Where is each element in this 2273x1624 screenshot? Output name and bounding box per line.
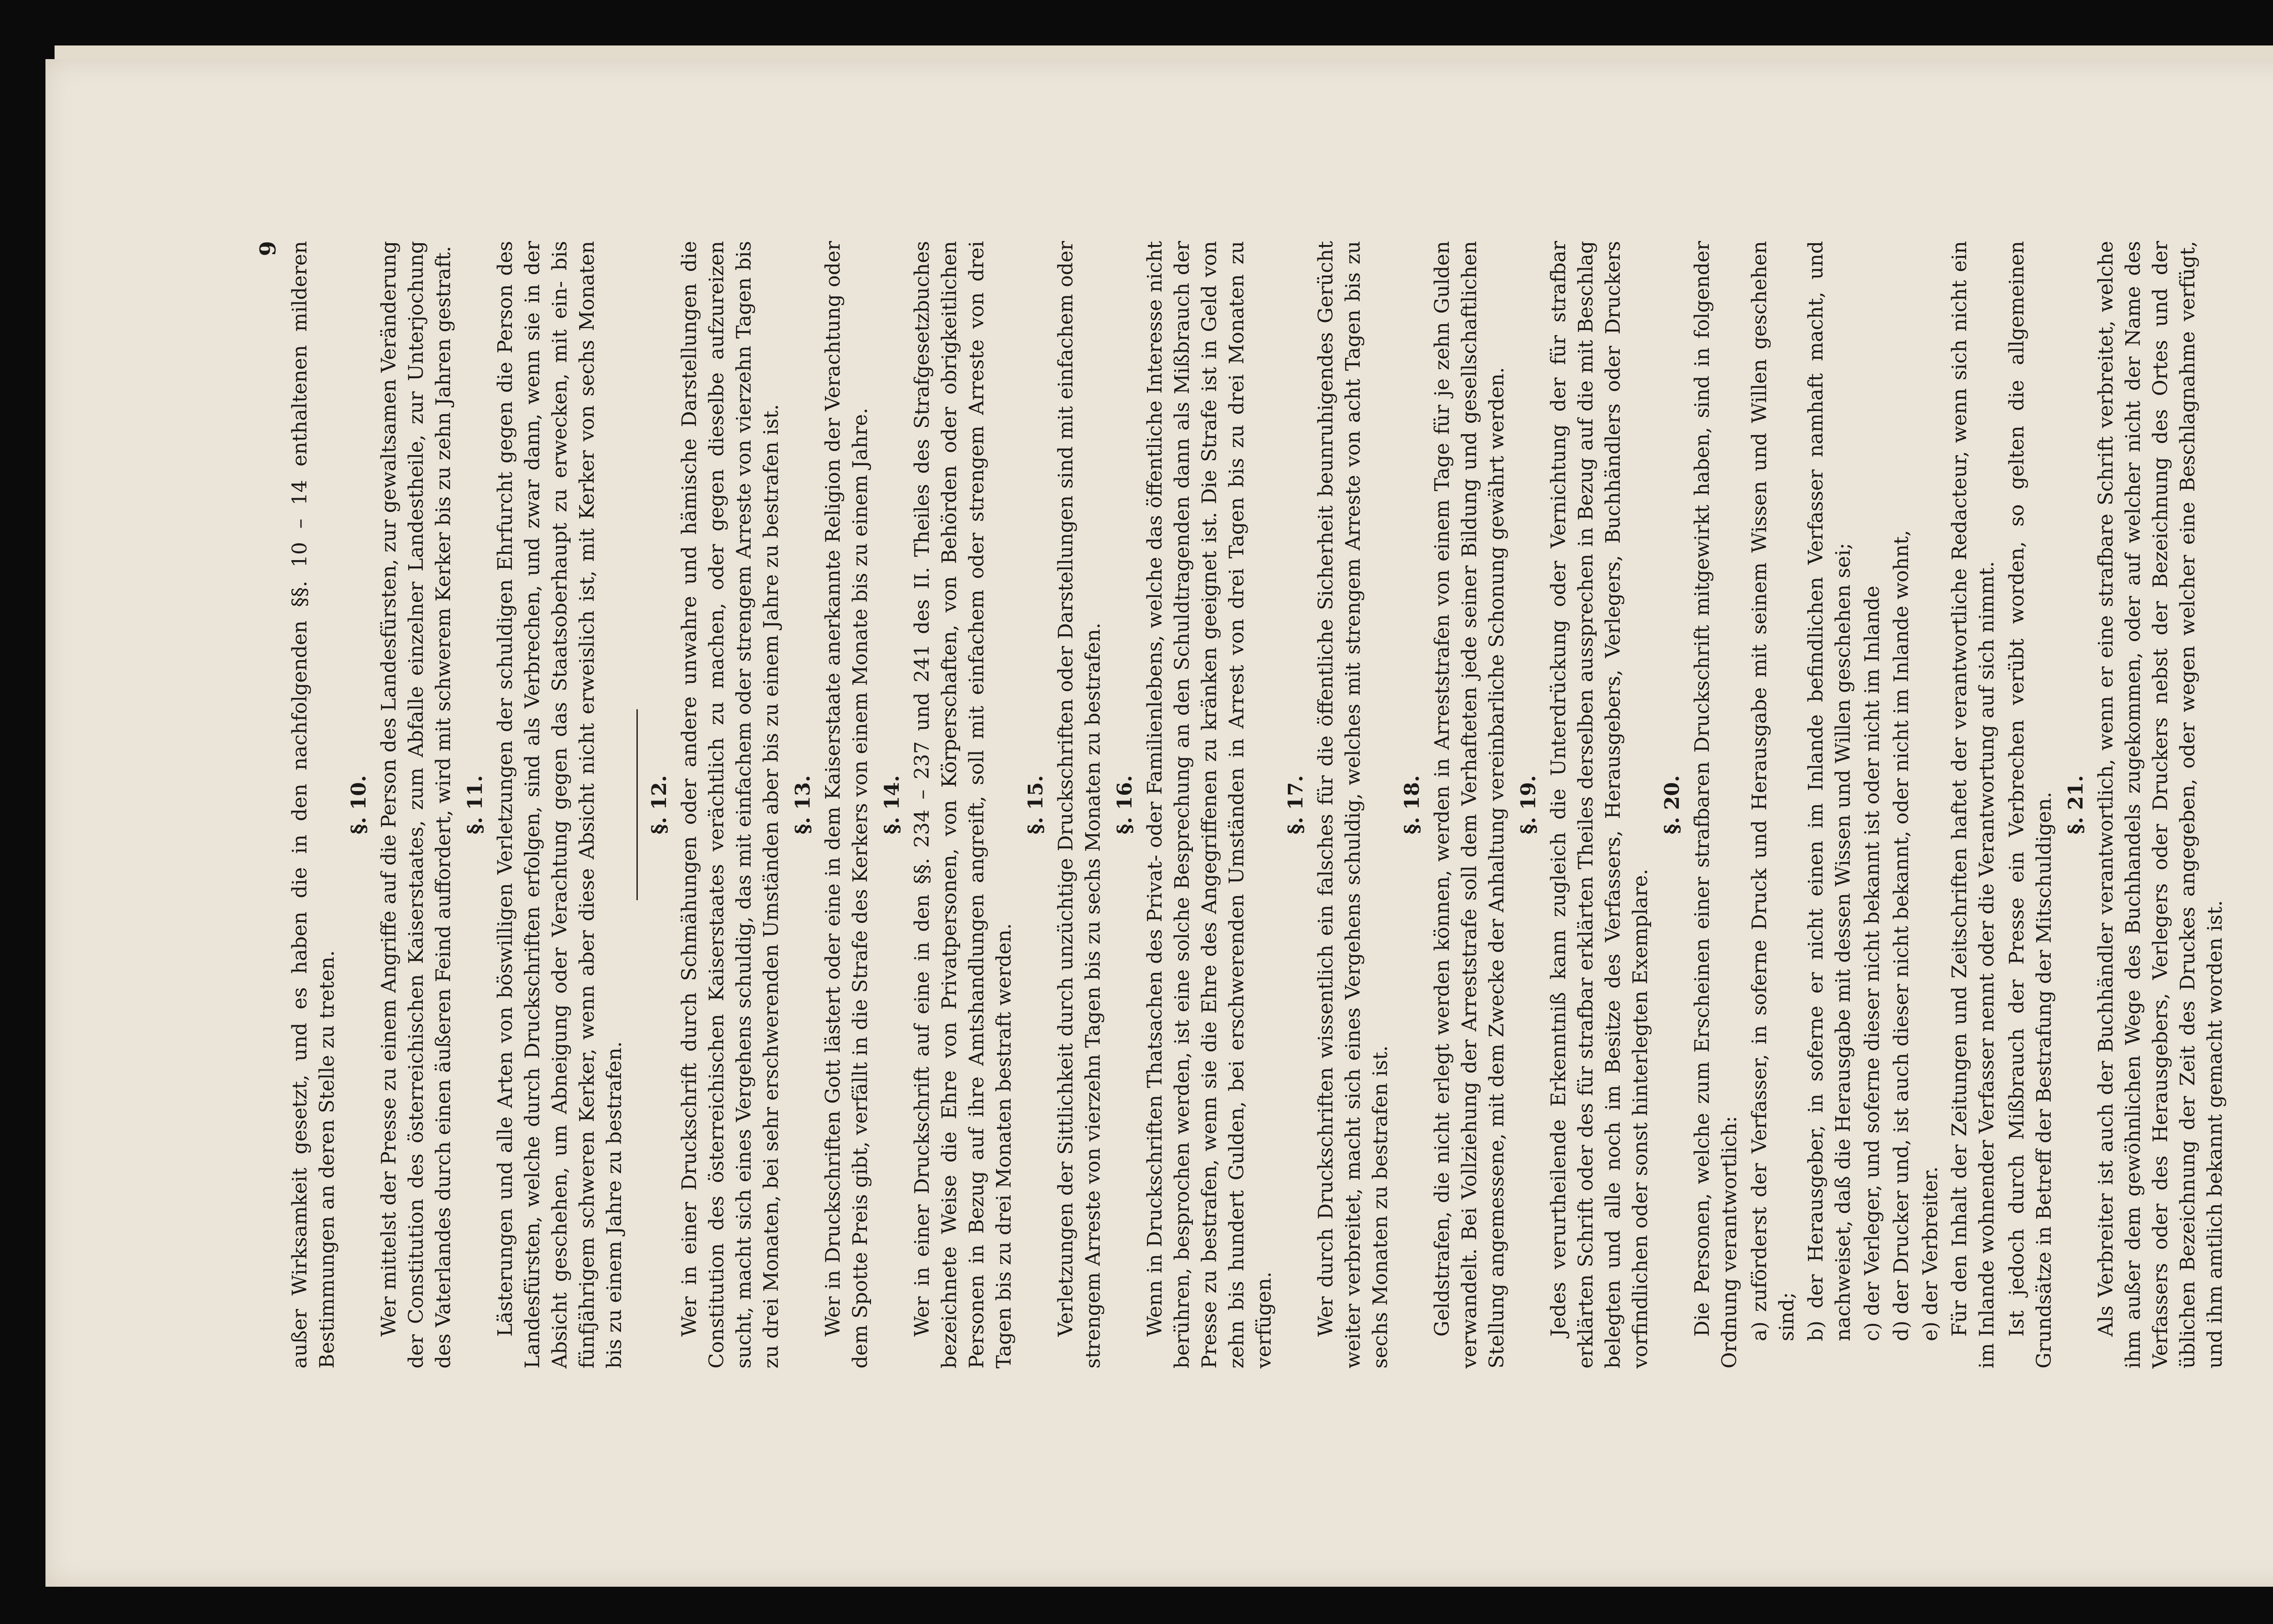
section-heading: §. 19. — [1517, 775, 1540, 835]
page-content — [286, 241, 2229, 1368]
list-item: e) der Verbreiter. — [1919, 1166, 1942, 1341]
paragraph: Als Verbreiter ist auch der Buchhändler verantwortlich, wenn er eine strafbare Schrift verbreitet, welche ihm außer dem gewöhnlichen Wege des Buchhandels zugekommen, oder auf welcher nicht der Name des Verfassers oder des Herausgebers, Verlegers oder Druckers nebst der Bezeichnung des Ortes und der üblichen Bezeichnung der Zeit des Druckes angegeben, oder wegen welcher eine Beschlagnahme verfügt, und ihm amtlich bekannt gemacht worden ist. — [2094, 241, 2227, 1368]
paragraph: Wer durch Druckschriften wissentlich ein falsches für die öffentliche Sicherheit beunruhigendes Gerücht weiter verbreitet, macht sich eines Vergehens schuldig, welches mit strengem Arreste von acht Tagen bis zu sechs Monaten zu bestrafen ist. — [1314, 241, 1392, 1368]
list-item: c) der Verleger, und soferne dieser nicht bekannt ist oder nicht im Inlande — [1861, 586, 1884, 1341]
paragraph: Jedes verurtheilende Erkenntniß kann zugleich die Unterdrückung oder Vernichtung der für strafbar erklärten Schrift oder des für strafbar erklärten Theiles derselben aussprechen in Bezug auf die mit Beschlag belegten und alle noch im Besitze des Verfassers, Herausgebers, Verlegers, Buchhändlers oder Druckers vorfindlichen oder sonst hinterlegten Exemplare. — [1547, 241, 1652, 1368]
section-heading: §. 14. — [881, 775, 904, 835]
section-heading: §. 11. — [464, 775, 487, 835]
paragraph: Verletzungen der Sittlichkeit durch unzüchtige Druckschriften oder Darstellungen sind mit einfachem oder strengem Arreste von vierzehn Tagen bis zu sechs Monaten zu bestrafen. — [1054, 241, 1105, 1368]
paragraph: Geldstrafen, die nicht erlegt werden können, werden in Arreststrafen von einem Tage für je zehn Gulden verwandelt. Bei Vollziehung der Arreststrafe soll dem Verhafteten jede seiner Bildung und gesellschaftlichen Stellung angemessene, mit dem Zwecke der Anhaltung vereinbarliche Schonung gewährt werden. — [1431, 241, 1508, 1368]
section-heading: §. 12. — [648, 775, 671, 835]
section-heading: §. 21. — [2064, 775, 2088, 835]
rotated-text-column — [255, 241, 2227, 1368]
page-number: 9 — [255, 241, 281, 256]
list-item: a) zuförderst der Verfasser, in soferne Druck und Herausgabe mit seinem Wissen und Willen geschehen sind; — [1748, 241, 1798, 1341]
section-divider — [636, 709, 638, 900]
list-item: d) der Drucker und, ist auch dieser nicht bekannt, oder nicht im Inlande wohnt, — [1890, 530, 1913, 1341]
paragraph: Wenn in Druckschriften Thatsachen des Privat- oder Familienlebens, welche das öffentliche Interesse nicht berühren, besprochen werden, ist eine solche Besprechung an den Schuldtragenden dann als Mißbrauch der Presse zu bestrafen, wenn sie die Ehre des Angegriffenen zu kränken geeignet ist. Die Strafe ist in Geld von zehn bis hundert Gulden, bei erschwerenden Umständen in Arrest von drei Tagen bis zu drei Monaten zu verfügen. — [1143, 241, 1276, 1368]
section-heading: §. 13. — [791, 775, 815, 835]
paragraph: Ist jedoch durch Mißbrauch der Presse ein Verbrechen verübt worden, so gelten die allgemeinen Grundsätze in Betreff der Bestrafung der Mitschuldigen. — [2005, 241, 2056, 1368]
section-heading: §. 16. — [1113, 775, 1136, 835]
section-heading: §. 20. — [1661, 775, 1684, 835]
paragraph: Wer in einer Druckschrift auf eine in den §§. 234 – 237 und 241 des II. Theiles des Strafgesetzbuches bezeichnete Weise die Ehre von Privatpersonen, von Körperschaften, von Behörden oder obrigkeitlichen Personen in Bezug auf ihre Amtshandlungen angreift, soll mit einfachem oder strengem Arreste von drei Tagen bis zu drei Monaten bestraft werden. — [911, 241, 1016, 1368]
paragraph: Die Personen, welche zum Erscheinen einer strafbaren Druckschrift mitgewirkt haben, sind in folgender Ordnung verantwortlich: — [1691, 241, 1741, 1368]
paragraph: Wer in Druckschriften Gott lästert oder eine in dem Kaiserstaate anerkannte Religion der Verachtung oder dem Spotte Preis gibt, verfällt in die Strafe des Kerkers von einem Monate bis zu einem Jahre. — [821, 241, 872, 1368]
printed-page — [255, 241, 2227, 1368]
section-heading: §. 17. — [1284, 775, 1307, 835]
paragraph: Lästerungen und alle Arten von böswilligen Verletzungen der schuldigen Ehrfurcht gegen die Person des Landesfürsten, welche durch Druckschriften erfolgen, sind als Verbrechen, und zwar dann, wenn sie in der Absicht geschehen, um Abneigung oder Verachtung gegen das Staatsoberhaupt zu erwecken, mit ein- bis fünfjährigem schweren Kerker, wenn aber diese Absicht nicht erweislich ist, mit Kerker von sechs Monaten bis zu einem Jahre zu bestrafen. — [494, 241, 626, 1368]
paragraph: außer Wirksamkeit gesetzt, und es haben die in den nachfolgenden §§. 10 – 14 enthaltenen milderen Bestimmungen an deren Stelle zu treten. — [288, 241, 339, 1368]
section-heading: §. 10. — [347, 775, 370, 835]
list-item: b) der Herausgeber, in soferne er nicht einen im Inlande befindlichen Verfasser namhaft macht, und nachweiset, daß die Herausgabe mit dessen Wissen und Willen geschehen sei; — [1804, 241, 1855, 1341]
section-heading: §. 18. — [1401, 775, 1424, 835]
section-heading: §. 15. — [1024, 775, 1047, 835]
paragraph: Für den Inhalt der Zeitungen und Zeitschriften haftet der verantwortliche Redacteur, wenn sich nicht ein im Inlande wohnender Verfasser nennt oder die Verantwortung auf sich nimmt. — [1948, 241, 1998, 1368]
paragraph: Wer mittelst der Presse zu einem Angriffe auf die Person des Landesfürsten, zur gewaltsamen Veränderung der Constitution des österreichischen Kaiserstaates, zum Abfalle einzelner Landestheile, zur Unterjochung des Vaterlandes durch einen äußeren Feind auffordert, wird mit schwerem Kerker bis zu zehn Jahren gestraft. — [377, 241, 455, 1368]
paragraph: Wer in einer Druckschrift durch Schmähungen oder andere unwahre und hämische Darstellungen die Constitution des österreichischen Kaiserstaates verächtlich zu machen, oder gegen dieselbe aufzureizen sucht, macht sich eines Vergehens schuldig, das mit einfachem oder strengem Arreste von vierzehn Tagen bis zu drei Monaten, bei sehr erschwerenden Umständen aber bis zu einem Jahre zu bestrafen ist. — [678, 241, 783, 1368]
